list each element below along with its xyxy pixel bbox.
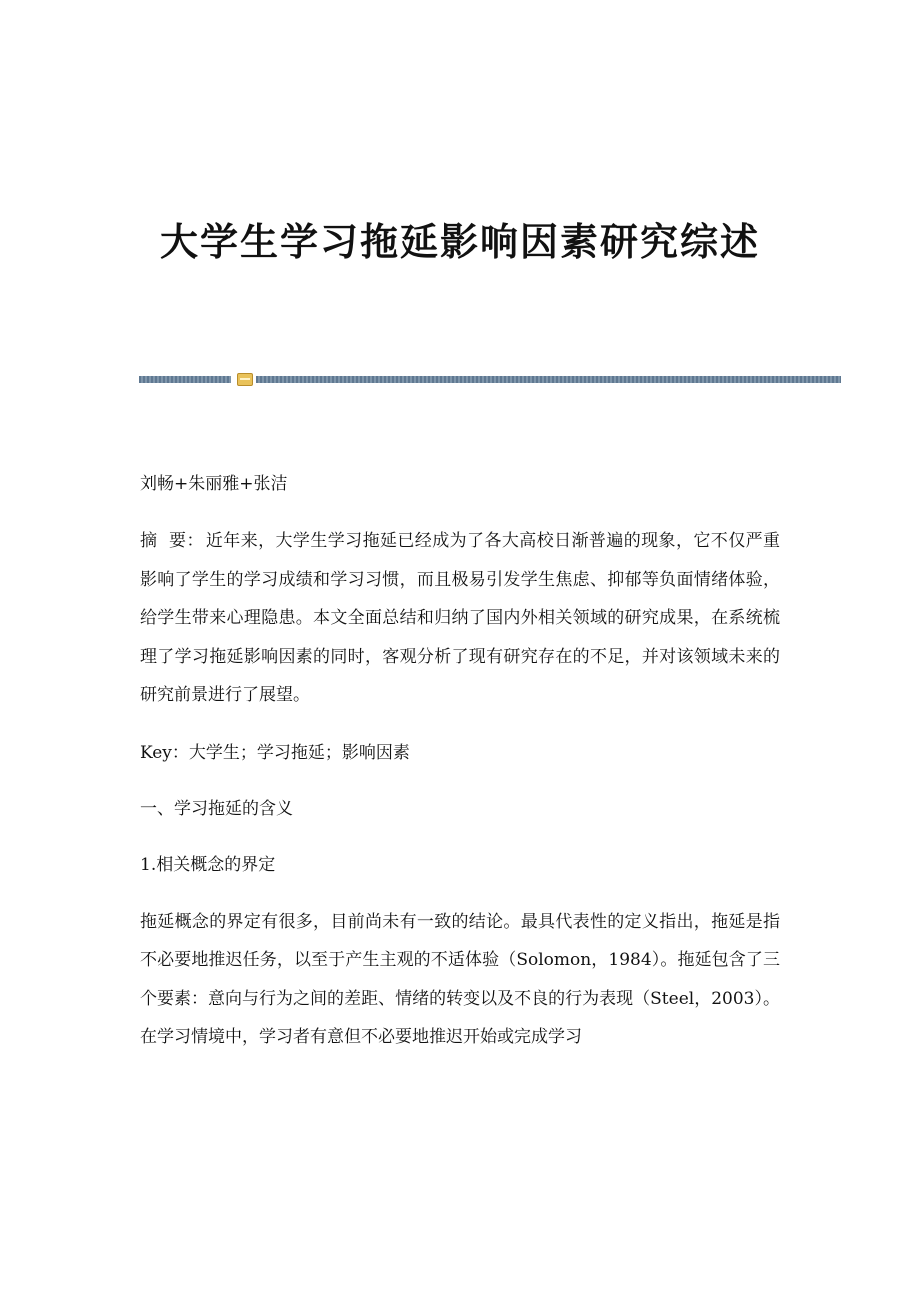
section-heading: 一、学习拖延的含义 bbox=[140, 798, 293, 819]
abstract-paragraph bbox=[140, 522, 780, 715]
envelope-icon bbox=[237, 373, 253, 386]
document-title: 大学生学习拖延影响因素研究综述 bbox=[159, 219, 760, 264]
abstract-label: 摘 要： bbox=[140, 531, 204, 551]
keywords-text: 大学生；学习拖延；影响因素 bbox=[188, 742, 410, 763]
authors-line: 刘畅+朱丽雅+张洁 bbox=[140, 474, 288, 494]
keywords-label: Key： bbox=[140, 742, 189, 763]
document-body bbox=[140, 466, 780, 1075]
title-divider bbox=[139, 372, 841, 386]
abstract-text: 近年来，大学生学习拖延已经成为了各大高校日渐普遍的现象，它不仅严重影响了学生的学习成绩和学习习惯，而且极易引发学生焦虑、抑郁等负面情绪体验，给学生带来心理隐患。本文全面总结和归纳了国内外相关领域的研究成果，在系统梳理了学习拖延影响因素的同时，客观分析了现有研究存在的不足，并对该领域未来的研究前景进行了展望。 bbox=[140, 531, 781, 705]
divider-bar-right bbox=[256, 376, 841, 383]
body-paragraph: 拖延概念的界定有很多，目前尚未有一致的结论。最具代表性的定义指出，拖延是指不必要地推迟任务，以至于产生主观的不适体验（Solomon，1984）。拖延包含了三个要素：意向与行为之间的差距、情绪的转变以及不良的行为表现（Steel，2003）。在学习情境中，学习者有意但不必要地推迟开始或完成学习 bbox=[140, 911, 780, 1047]
divider-bar-left bbox=[139, 376, 231, 383]
keywords-line bbox=[140, 735, 780, 771]
subsection-heading: 1.相关概念的界定 bbox=[140, 854, 276, 875]
